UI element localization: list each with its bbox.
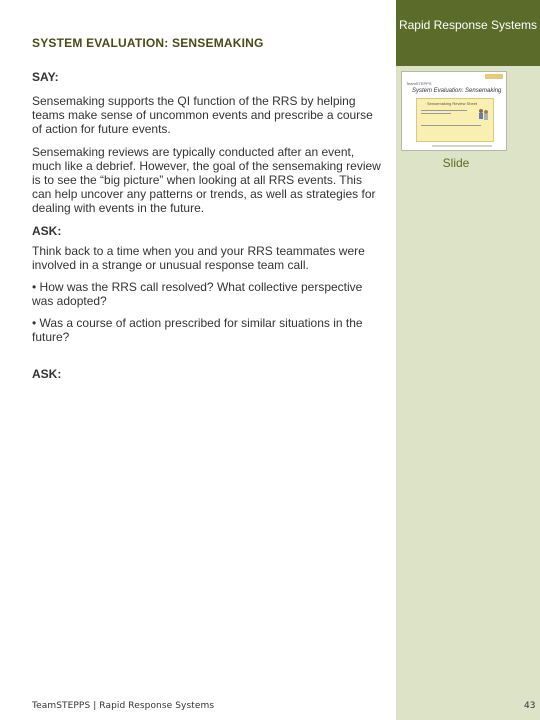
thumbnail-logo: TeamSTEPPS — [406, 81, 432, 86]
slide-thumbnail[interactable] — [401, 71, 507, 151]
thumbnail-box-title: Sensemaking Review Sheet — [427, 101, 478, 106]
page-number: 43 — [524, 701, 536, 711]
say-label: SAY: — [32, 70, 59, 84]
thumbnail-text-line — [421, 113, 451, 114]
ask-bullet-1: • How was the RRS call resolved? What collective perspective was adopted? — [32, 280, 363, 308]
say-paragraph-1: Sensemaking supports the QI function of the RRS by helping teams make sense of uncommon events and prescribe a course of action for future events. — [32, 94, 373, 136]
thumbnail-footer-bar — [432, 145, 492, 147]
slide-label: Slide — [442, 156, 470, 170]
sidebar-header: Rapid Response Systems — [396, 0, 540, 66]
people-icon — [477, 108, 489, 122]
ask-bullet-2: • Was a course of action prescribed for similar situations in the future? — [32, 316, 363, 344]
thumbnail-note-box — [416, 98, 494, 142]
ask-paragraph-1: Think back to a time when you and your RRS teammates were involved in a strange or unusual response team call. — [32, 244, 365, 272]
ask-label-second: ASK: — [32, 367, 62, 381]
footer-text: TeamSTEPPS | Rapid Response Systems — [32, 701, 215, 711]
thumbnail-text-line — [421, 125, 481, 126]
thumbnail-title: System Evaluation: Sensemaking — [412, 88, 502, 94]
page-title: SYSTEM EVALUATION: SENSEMAKING — [32, 36, 264, 50]
thumbnail-tab — [485, 74, 503, 79]
say-paragraph-2: Sensemaking reviews are typically conducted after an event, much like a debrief. However, the goal of the sensemaking review is to see the “big picture” when looking at all RRS events. This can help uncover any patterns or trends, as well as strategies for dealing with events in the future. — [32, 145, 381, 215]
ask-label: ASK: — [32, 224, 62, 238]
thumbnail-text-line — [421, 110, 467, 111]
